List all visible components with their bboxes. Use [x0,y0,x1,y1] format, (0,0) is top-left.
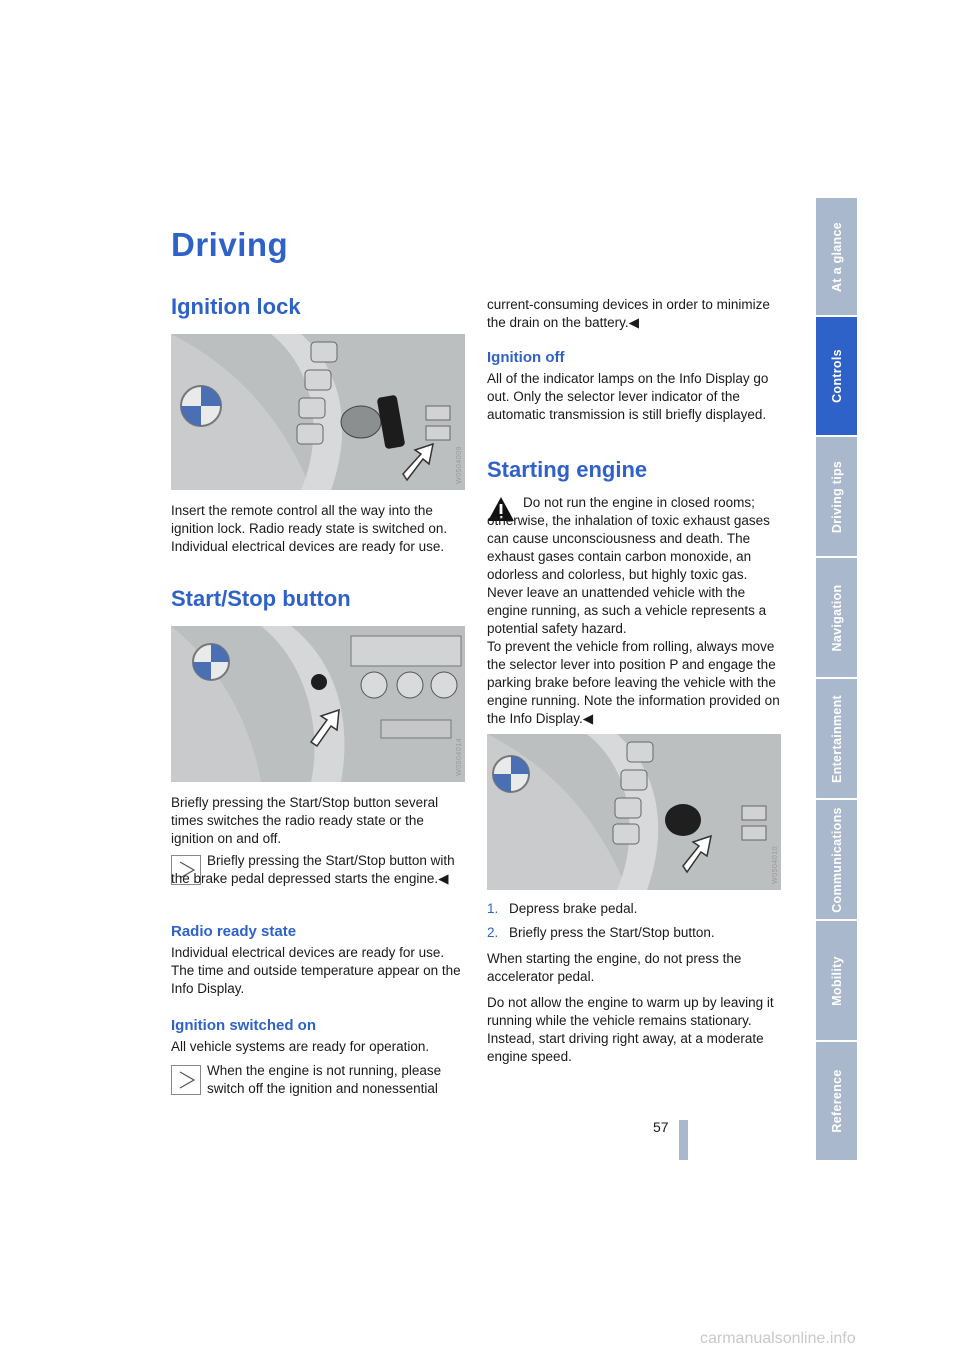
figure-code: W0504009 [456,446,463,484]
ignition-lock-text [171,502,467,564]
tab-label: Entertainment [829,694,844,783]
starting-engine-illustration [487,734,781,890]
step-text: Depress brake pedal. [509,901,638,916]
tab-mobility[interactable] [816,921,857,1040]
heading-ignition-lock: Ignition lock [171,294,301,319]
heading-ignition-on: Ignition switched on [171,1017,316,1034]
note-text: current-consuming devices in order to minimize the drain on the battery.◀ [487,297,770,330]
tab-label: Communications [829,806,844,913]
starting-engine-steps [487,900,783,1074]
heading-start-stop: Start/Stop button [171,586,351,611]
figure-code: W0504014 [456,738,463,776]
ignition-on-note [207,1062,467,1098]
tab-reference[interactable] [816,1042,857,1160]
tab-label: Navigation [829,584,844,651]
paragraph: Do not allow the engine to warm up by leaving it running while the vehicle remains stationary. Instead, start driving right away, at a moderate engine speed. [487,995,774,1064]
tab-label: Reference [829,1069,844,1133]
tab-driving-tips[interactable] [816,437,857,556]
paragraph: Individual electrical devices are ready for use. The time and outside temperature appear on the Info Display. [171,945,461,996]
ignition-on-text [171,1038,467,1064]
starting-engine-figure [487,734,781,890]
paragraph: All of the indicator lamps on the Info Display go out. Only the selector lever indicator of the automatic transmission is still briefly displayed. [487,371,769,422]
start-stop-note [171,852,467,888]
note-text: Briefly pressing the Start/Stop button with the brake pedal depressed starts the engine.◀ [171,853,455,886]
starting-engine-warning [487,494,783,728]
tab-navigation[interactable] [816,558,857,677]
ignition-lock-illustration [171,334,465,490]
tab-entertainment[interactable] [816,679,857,798]
page-number-bar [679,1120,688,1160]
tab-controls[interactable] [816,317,857,435]
heading-ignition-off: Ignition off [487,349,565,366]
ignition-on-note-continued [487,296,783,332]
start-stop-text [171,794,467,856]
paragraph: Insert the remote control all the way into the ignition lock. Radio ready state is switched on. Individual electrical devices are ready for use. [171,503,448,554]
tab-at-a-glance[interactable] [816,198,857,315]
step-text: Briefly press the Start/Stop button. [509,925,715,940]
figure-code: W0504010 [772,846,779,884]
tab-label: At a glance [829,221,844,292]
tab-label: Mobility [829,955,844,1006]
tab-label: Driving tips [829,460,844,533]
tab-communications[interactable] [816,800,857,919]
paragraph: Briefly pressing the Start/Stop button several times switches the radio ready state or the ignition on and off. [171,795,439,846]
page-title: Driving [171,226,289,263]
tab-label: Controls [829,349,844,403]
list-item [487,924,783,942]
heading-radio-ready: Radio ready state [171,923,297,940]
note-icon [171,1065,201,1095]
step-number: 1. [487,901,499,916]
paragraph: When starting the engine, do not press the accelerator pedal. [487,951,742,984]
paragraph: All vehicle systems are ready for operation. [171,1039,430,1054]
ignition-off-text [487,370,783,432]
radio-ready-text [171,944,467,1006]
heading-starting-engine: Starting engine [487,457,648,482]
list-item [487,900,783,918]
start-stop-illustration [171,626,465,782]
watermark: carmanualsonline.info [700,1330,856,1347]
page-number: 57 [653,1119,669,1135]
start-stop-figure [171,626,465,782]
warning-text: Do not run the engine in closed rooms; otherwise, the inhalation of toxic exhaust gases can cause unconsciousness and death. The exhaust gases contain carbon monoxide, an odorless and colorless, but highly toxic gas. Never leave an unattended vehicle with the engine running, as such a vehicle represents a potential safety hazard. [487,495,770,636]
note-text: When the engine is not running, please switch off the ignition and nonessential [207,1063,442,1096]
warning-text-2: To prevent the vehicle from rolling, always move the selector lever into position P and engage the parking brake before leaving the vehicle with the engine running. Note the information provided on the Info Display.◀ [487,639,780,726]
step-number: 2. [487,925,499,940]
ignition-lock-figure [171,334,465,490]
